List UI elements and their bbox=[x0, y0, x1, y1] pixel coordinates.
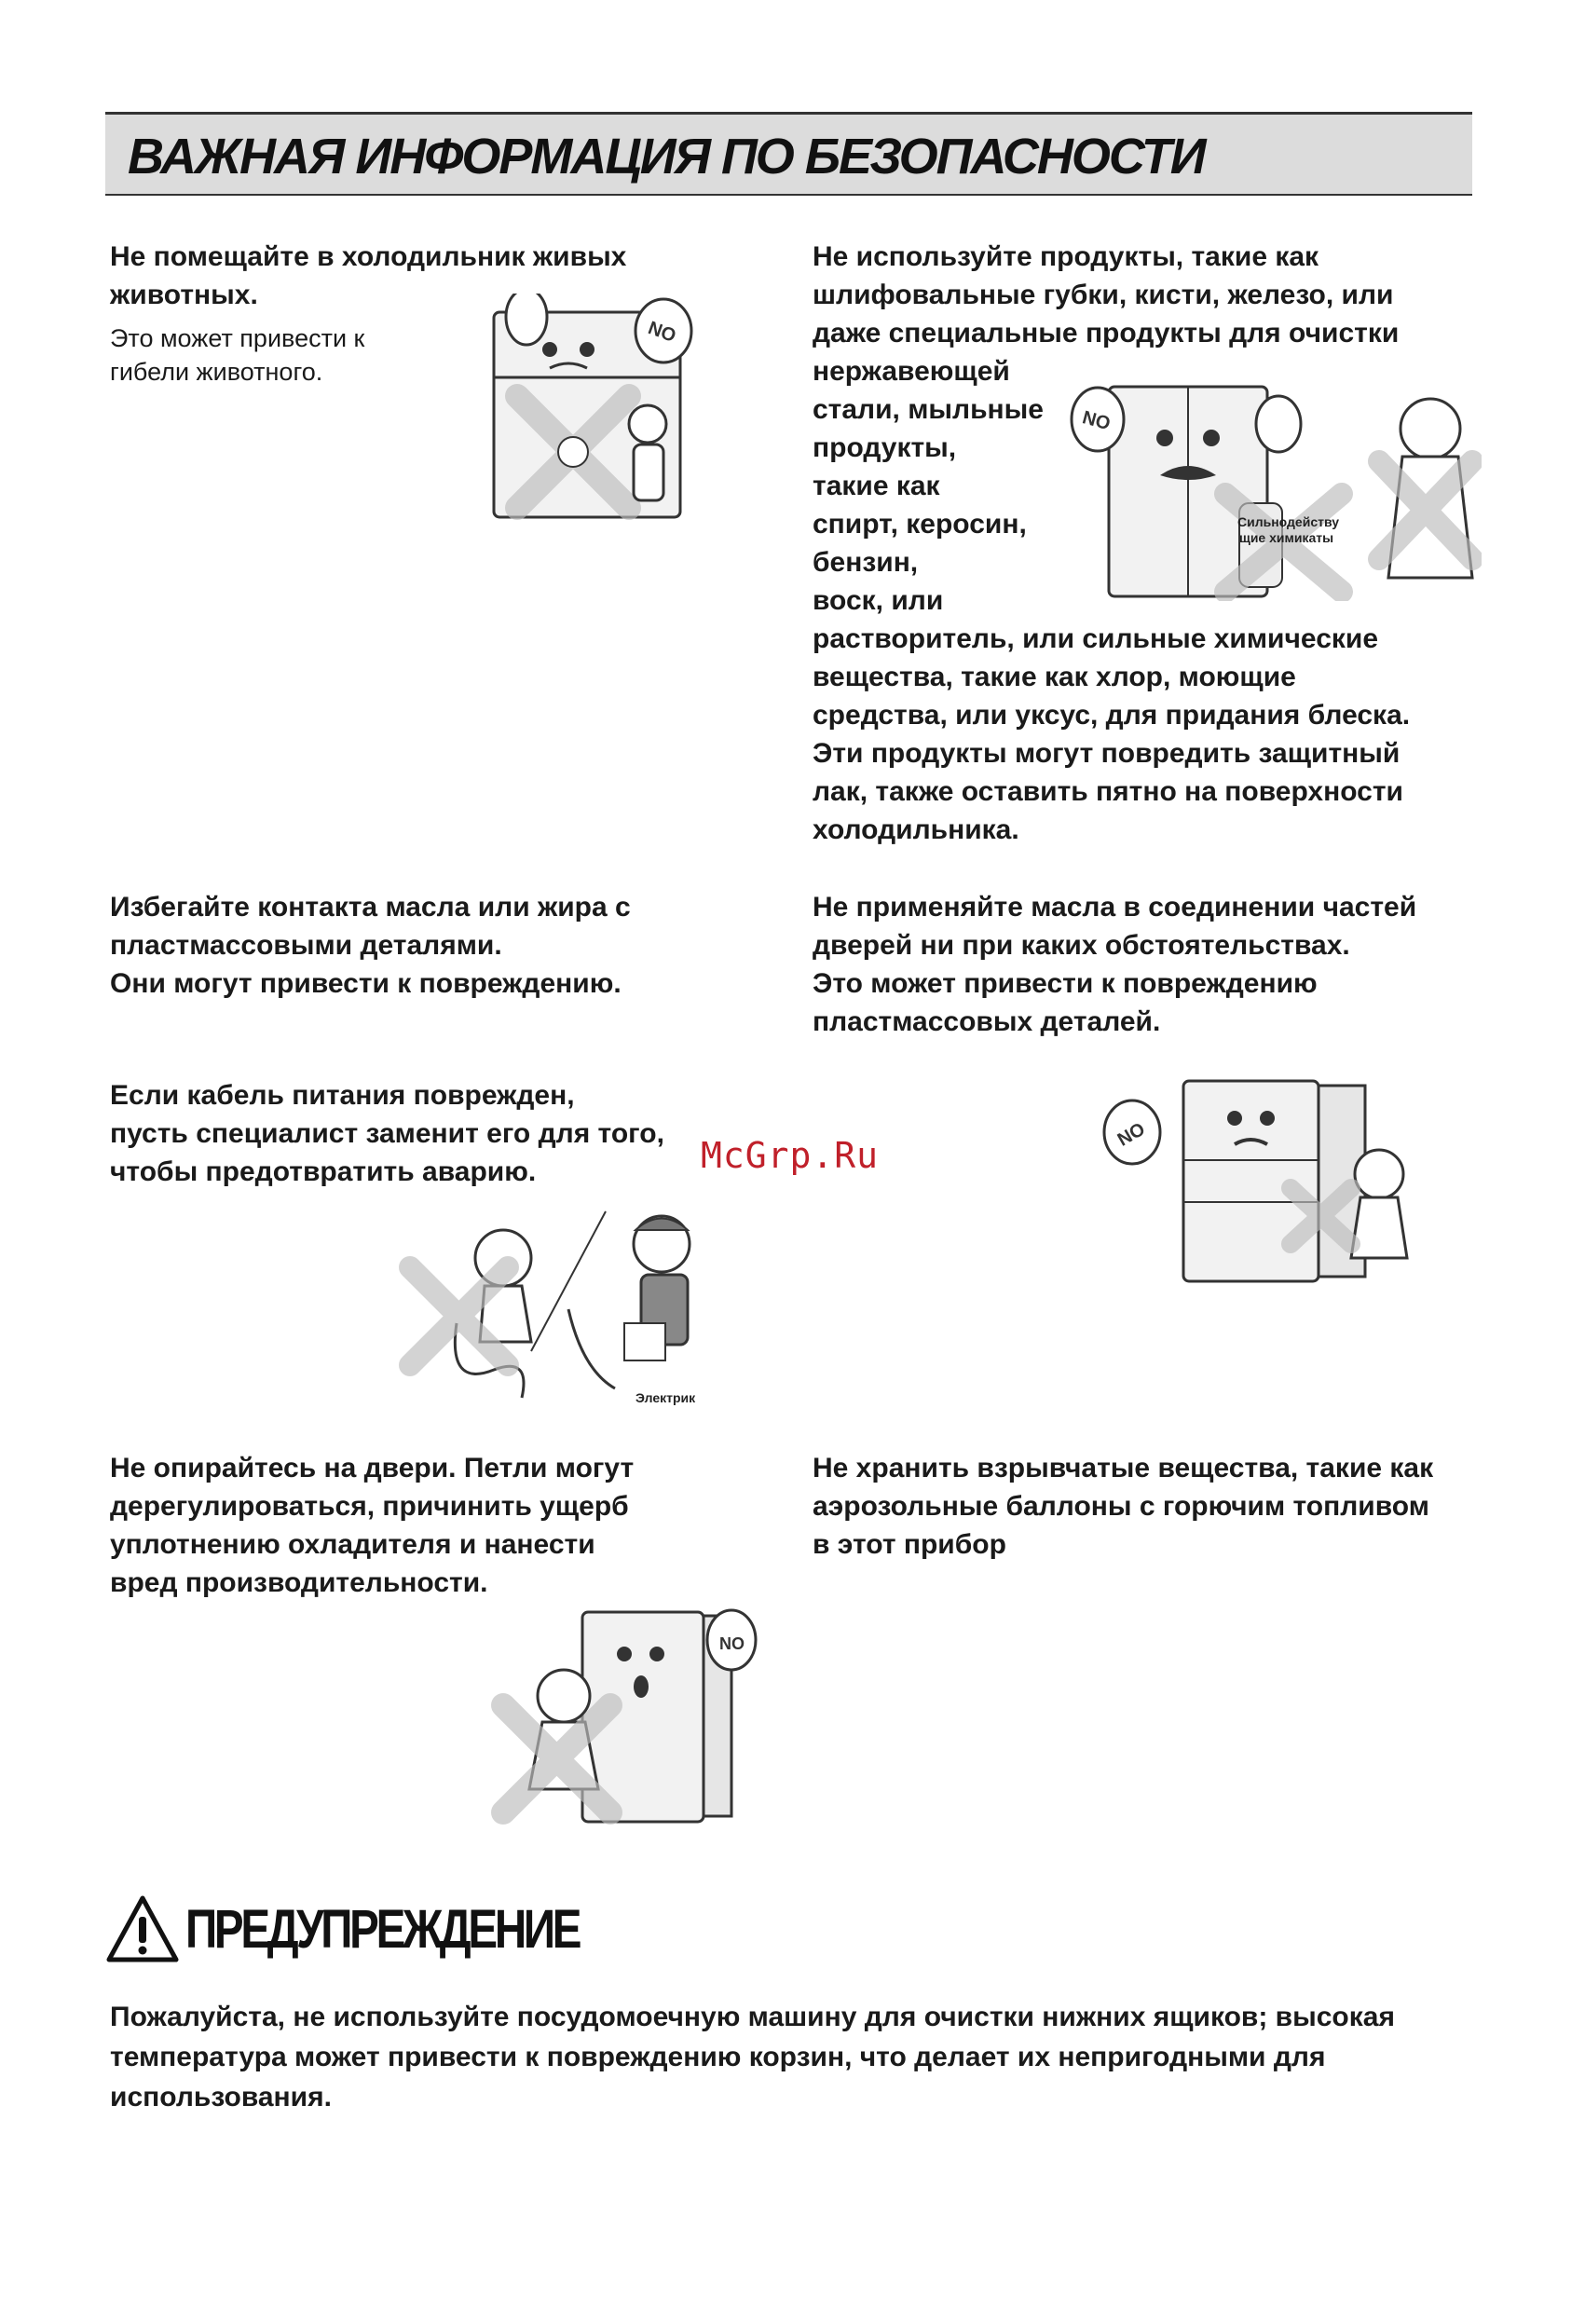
hinges-line-4: пластмассовых деталей. bbox=[813, 1006, 1161, 1037]
chemicals-caption-line-1: Сильнодейству bbox=[1237, 514, 1340, 529]
cleaning-line: даже специальные продукты для очистки bbox=[813, 318, 1400, 349]
chemicals-caption-line-2: щие химикаты bbox=[1239, 530, 1334, 545]
svg-text:NO: NO bbox=[719, 1634, 745, 1653]
oil-line-3: Они могут привести к повреждению. bbox=[110, 968, 622, 999]
doors-line-1: Не опирайтесь на двери. Петли могут bbox=[110, 1453, 635, 1483]
section-cable bbox=[110, 1076, 781, 1191]
warning-line-2: температура может привести к повреждению корзин, что делает их непригодными для bbox=[110, 2042, 1326, 2072]
svg-text:NO: NO bbox=[645, 318, 679, 348]
cleaning-line: воск, или bbox=[813, 585, 944, 616]
svg-text:NO: NO bbox=[1114, 1118, 1149, 1151]
raised-hand-icon bbox=[506, 294, 547, 345]
warning-text bbox=[110, 1997, 1489, 2117]
cleaning-line: продукты, bbox=[813, 432, 957, 463]
section-doors bbox=[110, 1449, 781, 1602]
animals-note-line-1: Это может привести к bbox=[110, 324, 365, 352]
hinges-line-2: дверей ни при каких обстоятельствах. bbox=[813, 930, 1350, 961]
cleaning-line: средства, или уксус, для придания блеска. bbox=[813, 700, 1411, 731]
warning-line-1: Пожалуйста, не используйте посудомоечную машину для очистки нижних ящиков; высокая bbox=[110, 2002, 1395, 2032]
no-hand-icon bbox=[635, 299, 691, 362]
cleaning-line: Не используйте продукты, такие как bbox=[813, 241, 1319, 272]
hinges-line-3: Это может привести к повреждению bbox=[813, 968, 1318, 999]
oil-line-2: пластмассовыми деталями. bbox=[110, 930, 502, 961]
oil-line-1: Избегайте контакта масла или жира с bbox=[110, 892, 631, 923]
cable-line-3: чтобы предотвратить аварию. bbox=[110, 1156, 537, 1187]
cleaning-line: вещества, такие как хлор, моющие bbox=[813, 662, 1296, 692]
watermark: McGrp.Ru bbox=[701, 1135, 880, 1176]
animals-heading-line-2: животных. bbox=[110, 280, 258, 310]
no-hand-icon bbox=[1072, 388, 1124, 451]
raised-hand-icon bbox=[1256, 396, 1301, 452]
no-hand-icon bbox=[707, 1610, 756, 1670]
cleaning-line: бензин, bbox=[813, 547, 919, 578]
warning-heading bbox=[105, 1892, 665, 1966]
hinges-line-1: Не применяйте масла в соединении частей bbox=[813, 892, 1417, 923]
section-explosives bbox=[813, 1449, 1483, 1564]
cleaning-line: стали, мыльные bbox=[813, 394, 1044, 425]
doors-line-2: дерегулироваться, причинить ущерб bbox=[110, 1491, 629, 1522]
warning-triangle-icon bbox=[105, 1894, 180, 1963]
page-header bbox=[105, 112, 1472, 196]
animal-fridge-illustration bbox=[485, 294, 727, 522]
explosives-line-3: в этот прибор bbox=[813, 1529, 1006, 1560]
page-title: ВАЖНАЯ ИНФОРМАЦИЯ ПО БЕЗОПАСНОСТИ bbox=[128, 129, 1205, 185]
cable-line-2: пусть специалист заменит его для того, bbox=[110, 1118, 664, 1149]
cleaning-line: растворитель, или сильные химические bbox=[813, 623, 1379, 654]
cleaning-line: лак, также оставить пятно на поверхности bbox=[813, 776, 1403, 807]
hinge-fridge-illustration bbox=[1081, 1062, 1416, 1286]
cleaning-line: Эти продукты могут повредить защитный bbox=[813, 738, 1401, 769]
electrician-caption: Электрик bbox=[635, 1390, 696, 1405]
no-hand-icon bbox=[1104, 1100, 1160, 1164]
cleaning-fridge-illustration bbox=[1062, 373, 1482, 601]
cleaning-line: шлифовальные губки, кисти, железо, или bbox=[813, 280, 1394, 310]
explosives-line-1: Не хранить взрывчатые вещества, такие как bbox=[813, 1453, 1434, 1483]
explosives-line-2: аэрозольные баллоны с горючим топливом bbox=[813, 1491, 1429, 1522]
cable-repair-illustration bbox=[391, 1202, 708, 1412]
doors-line-3: уплотнению охладителя и нанести bbox=[110, 1529, 595, 1560]
door-lean-illustration bbox=[485, 1603, 764, 1826]
animals-note-line-2: гибели животного. bbox=[110, 358, 323, 386]
cable-line-1: Если кабель питания поврежден, bbox=[110, 1080, 575, 1111]
section-oil bbox=[110, 888, 781, 1003]
cleaning-line: такие как bbox=[813, 471, 940, 501]
svg-text:NO: NO bbox=[1080, 407, 1113, 435]
cleaning-line: нержавеющей bbox=[813, 356, 1010, 387]
cleaning-line: холодильника. bbox=[813, 814, 1019, 845]
warning-line-3: использования. bbox=[110, 2082, 332, 2112]
cleaning-line: спирт, керосин, bbox=[813, 509, 1027, 540]
section-hinges bbox=[813, 888, 1483, 1041]
animals-heading-line-1: Не помещайте в холодильник живых bbox=[110, 241, 627, 272]
warning-title: ПРЕДУПРЕЖДЕНИЕ bbox=[185, 1898, 580, 1960]
doors-line-4: вред производительности. bbox=[110, 1567, 488, 1598]
